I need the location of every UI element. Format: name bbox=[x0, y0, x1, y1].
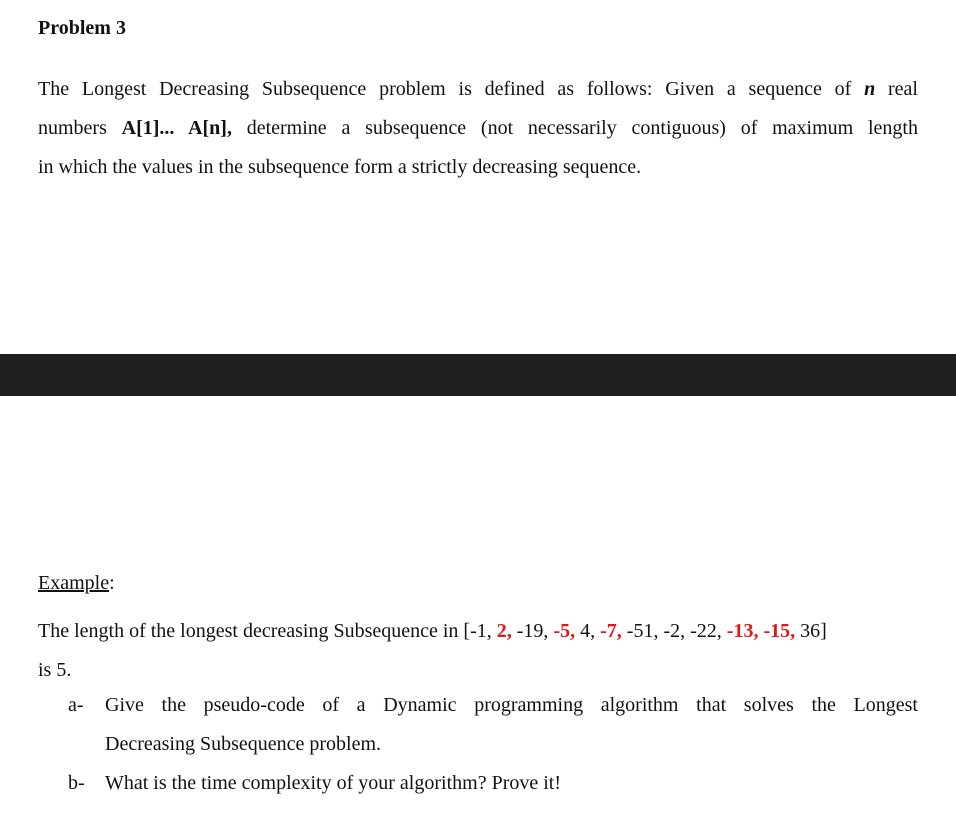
question-list bbox=[68, 686, 918, 803]
sequence-value: 36 bbox=[800, 620, 821, 642]
definition-line-3: in which the values in the subsequence form a strictly decreasing sequence. bbox=[38, 156, 642, 178]
problem-title: Problem 3 bbox=[38, 17, 126, 39]
sequence-value-highlighted: -13, bbox=[726, 620, 759, 642]
definition-line-1: The Longest Decreasing Subsequence problem is defined as follows: Given a sequence of n real bbox=[38, 78, 918, 100]
sequence-value-highlighted: 2, bbox=[496, 620, 512, 642]
example-text bbox=[38, 612, 918, 690]
sequence-value: -51, bbox=[626, 620, 659, 642]
example-sequence bbox=[470, 620, 820, 642]
problem-definition bbox=[38, 70, 918, 187]
question-marker: a- bbox=[68, 694, 84, 716]
example-sentence: The length of the longest decreasing Subsequence in [-1, 2, -19, -5, 4, -7, -51, -2, -22, -13, -15, 36] bbox=[38, 620, 827, 642]
sequence-value-highlighted: -5, bbox=[553, 620, 576, 642]
sequence-value: 4, bbox=[580, 620, 596, 642]
example-heading: Example: bbox=[38, 572, 115, 594]
question-b bbox=[68, 764, 918, 803]
question-marker: b- bbox=[68, 772, 85, 794]
sequence-value-highlighted: -7, bbox=[600, 620, 622, 642]
example-result: is 5. bbox=[38, 659, 72, 681]
sequence-value: -22, bbox=[690, 620, 722, 642]
sequence-value-highlighted: -15, bbox=[763, 620, 796, 642]
sequence-value: -2, bbox=[663, 620, 686, 642]
sequence-value: -19, bbox=[516, 620, 549, 642]
question-text: Decreasing Subsequence problem. bbox=[105, 733, 382, 755]
question-text: Give the pseudo-code of a Dynamic programming algorithm that solves the Longest bbox=[105, 694, 918, 716]
definition-line-2: numbers A[1]... A[n], determine a subsequence (not necessarily contiguous) of maximum length bbox=[38, 117, 918, 139]
question-a bbox=[68, 686, 918, 764]
redaction-band bbox=[0, 354, 956, 396]
question-text: What is the time complexity of your algorithm? Prove it! bbox=[105, 772, 562, 794]
sequence-value: -1, bbox=[470, 620, 492, 642]
